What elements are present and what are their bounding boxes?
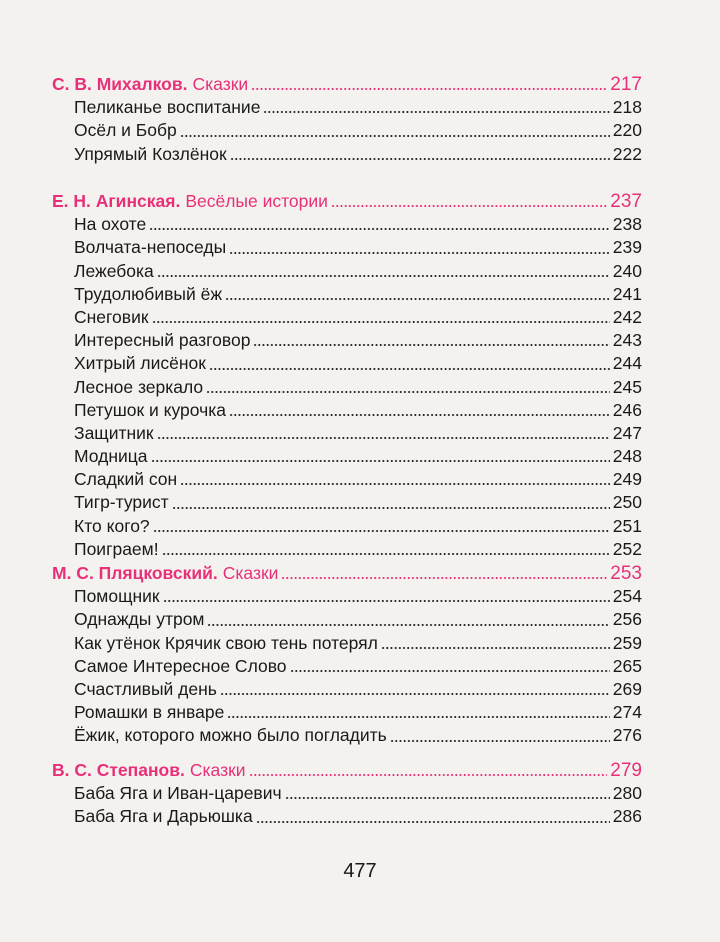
toc-entry[interactable] bbox=[52, 585, 642, 608]
toc-entry[interactable] bbox=[52, 468, 642, 491]
toc-section-heading[interactable] bbox=[52, 562, 642, 585]
entry-page-number: 220 bbox=[612, 120, 642, 141]
dot-leader bbox=[225, 298, 610, 300]
entry-title: Тигр-турист bbox=[74, 492, 169, 513]
section-title: Сказки bbox=[222, 563, 279, 583]
dot-leader bbox=[153, 530, 610, 532]
entry-title: Хитрый лисёнок bbox=[74, 353, 206, 374]
entry-title: Однажды утром bbox=[74, 609, 205, 630]
entry-title: Модница bbox=[74, 446, 148, 467]
entry-page-number: 218 bbox=[612, 97, 642, 118]
page-number: 477 bbox=[343, 860, 377, 882]
toc-entry[interactable] bbox=[52, 782, 642, 805]
dot-leader bbox=[229, 414, 610, 416]
section-page-number: 279 bbox=[610, 760, 642, 781]
toc-section-aginskaya bbox=[52, 190, 642, 561]
toc-section-heading[interactable] bbox=[52, 73, 642, 96]
entry-page-number: 274 bbox=[612, 702, 642, 723]
entry-title: Снеговик bbox=[74, 306, 149, 327]
dot-leader bbox=[152, 321, 610, 323]
dot-leader bbox=[381, 647, 610, 649]
entry-title: Осёл и Бобр bbox=[74, 120, 177, 141]
dot-leader bbox=[249, 774, 608, 776]
entry-page-number: 240 bbox=[612, 260, 642, 281]
entry-page-number: 249 bbox=[612, 469, 642, 490]
entry-title: Интересный разговор bbox=[74, 330, 251, 351]
entry-title: Трудолюбивый ёж bbox=[74, 283, 223, 304]
entry-title: Ромашки в январе bbox=[74, 702, 225, 723]
section-title: Весёлые истории bbox=[185, 191, 328, 211]
entry-title: Пеликанье воспитание bbox=[74, 97, 261, 118]
dot-leader bbox=[207, 624, 609, 626]
entry-page-number: 280 bbox=[612, 783, 642, 804]
entry-page-number: 242 bbox=[612, 306, 642, 327]
dot-leader bbox=[206, 391, 610, 393]
dot-leader bbox=[253, 344, 609, 346]
toc-entry[interactable] bbox=[52, 632, 642, 655]
dot-leader bbox=[281, 577, 607, 579]
toc-entry[interactable] bbox=[52, 119, 642, 142]
entry-page-number: 254 bbox=[612, 586, 642, 607]
entry-page-number: 238 bbox=[612, 214, 642, 235]
toc-entry[interactable] bbox=[52, 352, 642, 375]
toc-entry[interactable] bbox=[52, 422, 642, 445]
dot-leader bbox=[251, 88, 607, 90]
entry-title: Поиграем! bbox=[74, 538, 159, 559]
toc-entry[interactable] bbox=[52, 213, 642, 236]
entry-title: Волчата-непоседы bbox=[74, 237, 227, 258]
entry-page-number: 244 bbox=[612, 353, 642, 374]
section-page-number: 253 bbox=[610, 563, 642, 584]
toc-entry[interactable] bbox=[52, 655, 642, 678]
entry-page-number: 243 bbox=[612, 330, 642, 351]
section-title: Сказки bbox=[192, 74, 249, 94]
entry-title: Петушок и курочка bbox=[74, 399, 226, 420]
dot-leader bbox=[151, 460, 610, 462]
dot-leader bbox=[157, 437, 610, 439]
entry-page-number: 256 bbox=[612, 609, 642, 630]
toc-entry[interactable] bbox=[52, 515, 642, 538]
toc-entry[interactable] bbox=[52, 283, 642, 306]
toc-entry[interactable] bbox=[52, 678, 642, 701]
entry-page-number: 246 bbox=[612, 399, 642, 420]
entry-title: Самое Интересное Слово bbox=[74, 655, 287, 676]
dot-leader bbox=[229, 252, 610, 254]
section-author: С. В. Михалков. bbox=[52, 74, 188, 94]
dot-leader bbox=[290, 670, 610, 672]
dot-leader bbox=[163, 600, 610, 602]
entry-page-number: 239 bbox=[612, 237, 642, 258]
toc-section-heading[interactable] bbox=[52, 759, 642, 782]
entry-page-number: 276 bbox=[612, 725, 642, 746]
toc-entry[interactable] bbox=[52, 376, 642, 399]
entry-title: Баба Яга и Дарьюшка bbox=[74, 806, 253, 827]
toc-section-heading[interactable] bbox=[52, 190, 642, 213]
section-author: М. С. Пляцковский. bbox=[52, 563, 218, 583]
toc-section-plyatskovsky bbox=[52, 562, 642, 748]
entry-title: Лежебока bbox=[74, 260, 154, 281]
dot-leader bbox=[180, 135, 610, 137]
entry-page-number: 265 bbox=[612, 655, 642, 676]
dot-leader bbox=[256, 821, 610, 823]
entry-title: Сладкий сон bbox=[74, 469, 178, 490]
section-title: Сказки bbox=[189, 760, 246, 780]
toc-entry[interactable] bbox=[52, 538, 642, 561]
entry-page-number: 250 bbox=[612, 492, 642, 513]
dot-leader bbox=[157, 275, 610, 277]
entry-page-number: 269 bbox=[612, 678, 642, 699]
dot-leader bbox=[220, 693, 610, 695]
toc-entry[interactable] bbox=[52, 805, 642, 828]
entry-title: Упрямый Козлёнок bbox=[74, 143, 227, 164]
toc-entry[interactable] bbox=[52, 608, 642, 631]
dot-leader bbox=[230, 158, 610, 160]
entry-page-number: 286 bbox=[612, 806, 642, 827]
entry-title: Защитник bbox=[74, 422, 154, 443]
entry-page-number: 248 bbox=[612, 446, 642, 467]
entry-title: Баба Яга и Иван-царевич bbox=[74, 783, 282, 804]
toc-entry[interactable] bbox=[52, 701, 642, 724]
section-page-number: 217 bbox=[610, 74, 642, 95]
entry-title: Ёжик, которого можно было погладить bbox=[74, 725, 387, 746]
toc-entry[interactable] bbox=[52, 306, 642, 329]
entry-title: Кто кого? bbox=[74, 515, 150, 536]
toc-entry[interactable] bbox=[52, 445, 642, 468]
toc-section-mikhalkov bbox=[52, 73, 642, 166]
toc-entry[interactable] bbox=[52, 329, 642, 352]
entry-page-number: 247 bbox=[612, 422, 642, 443]
toc-entry[interactable] bbox=[52, 399, 642, 422]
entry-title: На охоте bbox=[74, 214, 147, 235]
dot-leader bbox=[162, 553, 610, 555]
entry-title: Как утёнок Крячик свою тень потерял bbox=[74, 632, 378, 653]
entry-page-number: 245 bbox=[612, 376, 642, 397]
entry-page-number: 252 bbox=[612, 538, 642, 559]
entry-page-number: 251 bbox=[612, 515, 642, 536]
dot-leader bbox=[180, 483, 610, 485]
section-page-number: 237 bbox=[610, 191, 642, 212]
toc-entry[interactable] bbox=[52, 143, 642, 166]
toc-entry[interactable] bbox=[52, 236, 642, 259]
dot-leader bbox=[285, 797, 610, 799]
dot-leader bbox=[172, 507, 610, 509]
entry-page-number: 222 bbox=[612, 143, 642, 164]
toc-section-stepanov bbox=[52, 759, 642, 829]
entry-title: Помощник bbox=[74, 586, 160, 607]
dot-leader bbox=[149, 228, 610, 230]
section-author: Е. Н. Агинская. bbox=[52, 191, 181, 211]
toc-entry[interactable] bbox=[52, 96, 642, 119]
dot-leader bbox=[331, 205, 607, 207]
dot-leader bbox=[263, 111, 609, 113]
entry-title: Лесное зеркало bbox=[74, 376, 204, 397]
toc-entry[interactable] bbox=[52, 491, 642, 514]
section-author: В. С. Степанов. bbox=[52, 760, 185, 780]
dot-leader bbox=[390, 740, 610, 742]
toc-entry[interactable] bbox=[52, 724, 642, 747]
entry-title: Счастливый день bbox=[74, 678, 217, 699]
entry-page-number: 241 bbox=[612, 283, 642, 304]
toc-entry[interactable] bbox=[52, 260, 642, 283]
entry-page-number: 259 bbox=[612, 632, 642, 653]
dot-leader bbox=[209, 368, 610, 370]
dot-leader bbox=[227, 716, 609, 718]
